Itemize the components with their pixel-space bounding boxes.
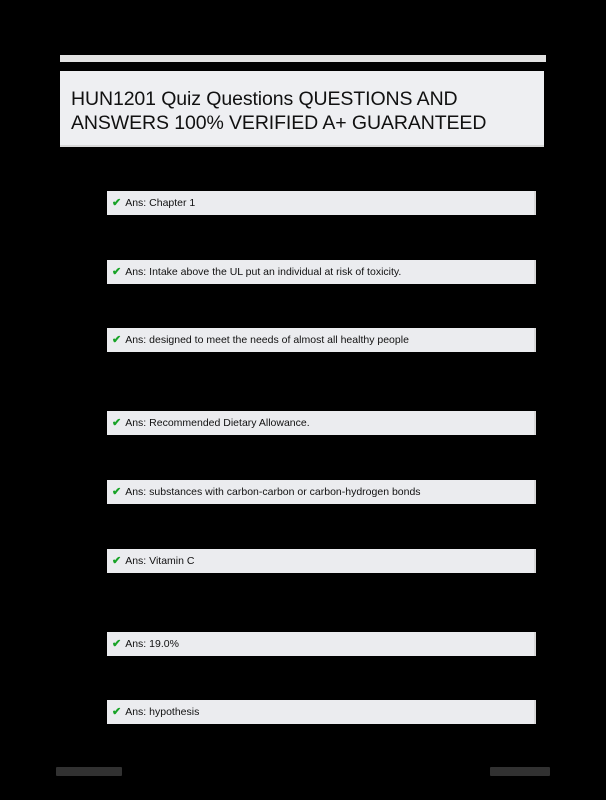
- answer-text: Ans: designed to meet the needs of almost all healthy people: [125, 334, 409, 346]
- checkmark-icon: ✔: [112, 416, 122, 429]
- answer-text: Ans: 19.0%: [125, 638, 179, 650]
- footer-site-mark: [56, 767, 122, 776]
- answer-text: Ans: Vitamin C: [125, 555, 195, 567]
- checkmark-icon: ✔: [112, 196, 122, 209]
- answer-row: [107, 700, 536, 724]
- checkmark-icon: ✔: [112, 265, 122, 278]
- answer-row: [107, 191, 536, 215]
- title-line-1: HUN1201 Quiz Questions QUESTIONS AND: [71, 88, 458, 110]
- answer-text: Ans: substances with carbon-carbon or carbon-hydrogen bonds: [125, 486, 421, 498]
- answer-text: Ans: hypothesis: [125, 706, 200, 718]
- checkmark-icon: ✔: [112, 485, 122, 498]
- document-title: [71, 87, 534, 135]
- title-line-2: ANSWERS 100% VERIFIED A+ GUARANTEED: [71, 112, 487, 134]
- answer-text: Ans: Chapter 1: [125, 197, 196, 209]
- top-divider: [60, 55, 546, 62]
- answer-text: Ans: Recommended Dietary Allowance.: [125, 417, 310, 429]
- answer-row: [107, 480, 536, 504]
- document-title-box: [60, 71, 544, 147]
- answer-row: [107, 549, 536, 573]
- footer-page-mark: [490, 767, 550, 776]
- answer-text: Ans: Intake above the UL put an individual at risk of toxicity.: [125, 266, 402, 278]
- answer-row: [107, 411, 536, 435]
- answer-row: [107, 632, 536, 656]
- answer-row: [107, 260, 536, 284]
- checkmark-icon: ✔: [112, 637, 122, 650]
- checkmark-icon: ✔: [112, 333, 122, 346]
- answer-row: [107, 328, 536, 352]
- checkmark-icon: ✔: [112, 705, 122, 718]
- checkmark-icon: ✔: [112, 554, 122, 567]
